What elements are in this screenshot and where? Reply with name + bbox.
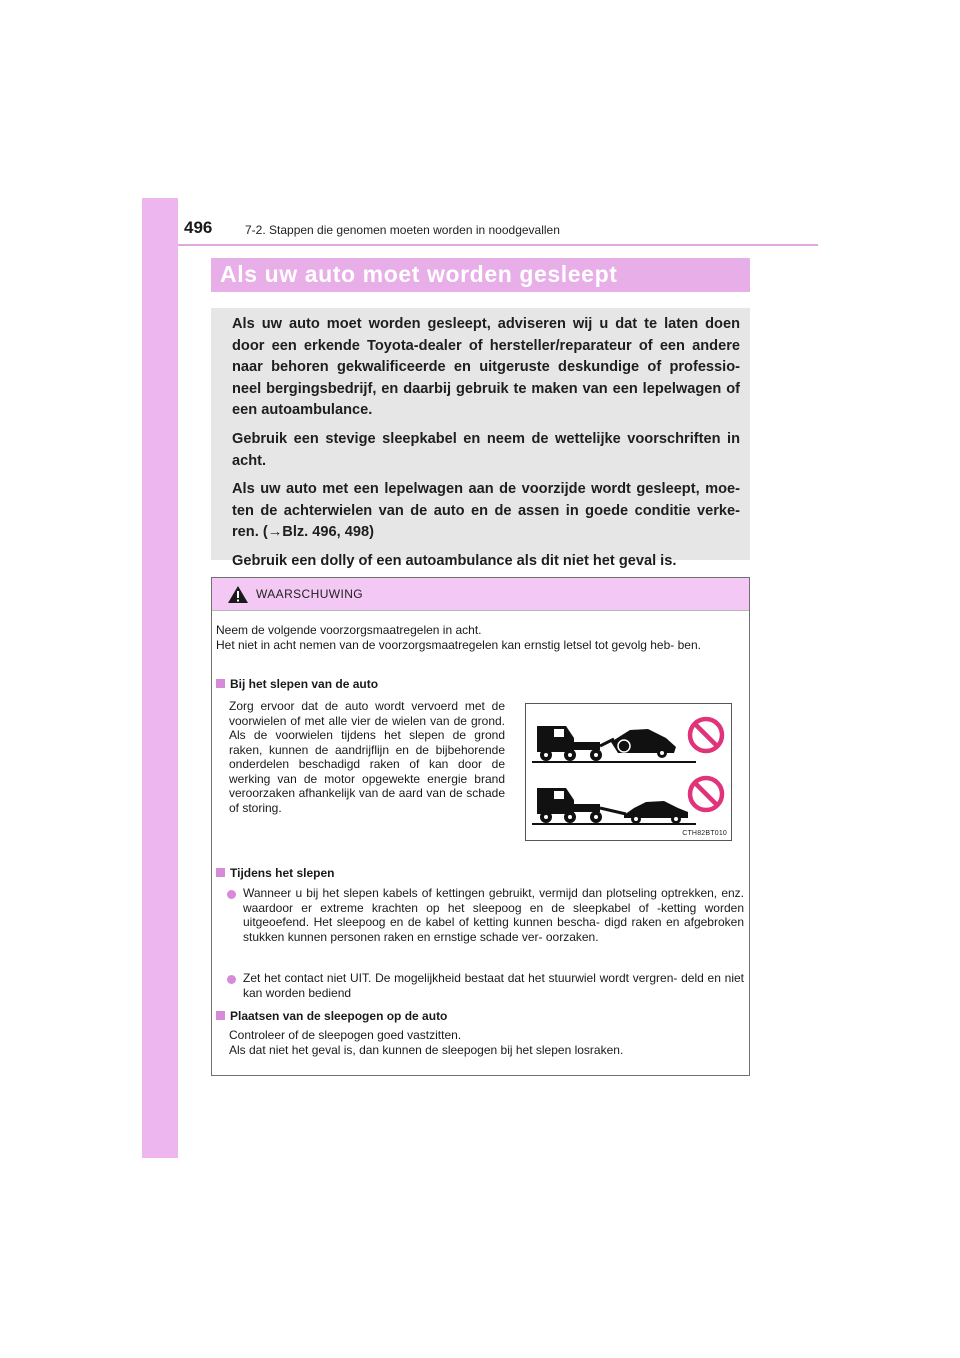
square-bullet-icon xyxy=(216,868,225,877)
round-bullet-icon xyxy=(227,890,236,899)
arrow-reference-icon: → xyxy=(267,524,283,541)
towing-diagram xyxy=(526,704,731,840)
towing-eyelets-line-1: Controleer of de sleepogen goed vastzitten. xyxy=(229,1028,462,1042)
section-title: Als uw auto moet worden gesleept xyxy=(220,261,618,287)
intro-paragraph-4: Gebruik een dolly of een autoambulance als dit niet het geval is. xyxy=(232,552,677,569)
towing-illustration xyxy=(525,703,732,841)
section-title-banner xyxy=(211,258,750,292)
page-reference-link[interactable]: Blz. 496, 498) xyxy=(282,524,374,541)
side-tab-strip xyxy=(142,198,178,1158)
section-heading-towing: Bij het slepen van de auto xyxy=(216,677,378,692)
intro-paragraph-3-text: Als uw auto met een lepelwagen aan de voorzijde wordt gesleept, moe- ten de achterwielen van de auto en de assen in goede conditie verke- ren. ( xyxy=(232,481,740,541)
warning-intro-line-1: Neem de volgende voorzorgsmaatregelen in acht. xyxy=(216,623,482,637)
intro-paragraph-3 xyxy=(232,479,740,544)
intro-paragraph-1: Als uw auto moet worden gesleept, adviseren wij u dat te laten doen door een erkende Toyota-dealer of hersteller/reparateur of een andere naar behoren gekwalificeerde en uitgeruste deskundige of professio- neel bergingsbedrijf, en daarbij gebruik te maken van een lepelwagen of een autoambulance. xyxy=(232,316,740,419)
towing-eyelets-line-2: Als dat niet het geval is, dan kunnen de sleepogen bij het slepen losraken. xyxy=(229,1043,624,1057)
warning-triangle-icon xyxy=(227,585,249,604)
warning-intro-line-2: Het niet in acht nemen van de voorzorgsmaatregelen kan ernstig letsel tot gevolg heb- ben. xyxy=(216,638,701,652)
during-towing-bullet-2: Zet het contact niet UIT. De mogelijkheid bestaat dat het stuurwiel wordt vergren- deld en niet kan worden bediend xyxy=(243,971,744,1000)
illustration-code: CTH82BT010 xyxy=(682,830,727,837)
header-rule xyxy=(178,244,818,246)
warning-header xyxy=(212,578,749,611)
towing-warning-text: Zorg ervoor dat de auto wordt vervoerd met de voorwielen of met alle vier de wielen van de grond. Als de voorwielen tijdens het slepen de grond raken, kunnen de aandrijflijn en de bijbehorende onderdelen beschadigd raken of kan door de werking van de motor opgewekte energie brand veroorzaken afhankelijk van de aard van de schade of storing. xyxy=(229,699,505,815)
intro-paragraph-2: Gebruik een stevige sleepkabel en neem de wettelijke voorschriften in acht. xyxy=(232,430,740,469)
chapter-header: 7-2. Stappen die genomen moeten worden in noodgevallen xyxy=(245,223,560,237)
section-heading-during-towing: Tijdens het slepen xyxy=(216,866,334,881)
square-bullet-icon xyxy=(216,679,225,688)
page-number: 496 xyxy=(184,218,213,237)
warning-label: WAARSCHUWING xyxy=(256,587,364,601)
intro-box xyxy=(211,308,750,569)
square-bullet-icon xyxy=(216,1011,225,1020)
section-heading-towing-eyelets: Plaatsen van de sleepogen op de auto xyxy=(216,1009,447,1024)
round-bullet-icon xyxy=(227,975,236,984)
during-towing-bullet-1: Wanneer u bij het slepen kabels of kettingen gebruikt, vermijd dan plotseling optrekken, enz. waardoor er extreme krachten op het sleepoog en de sleepkabel of -ketting worden uitgeoefend. Het sleepoog en de kabel of ketting kunnen bescha- digd raken en afgebroken stukken kunnen personen raken en ernstige schade ver- oorzaken. xyxy=(243,886,744,944)
